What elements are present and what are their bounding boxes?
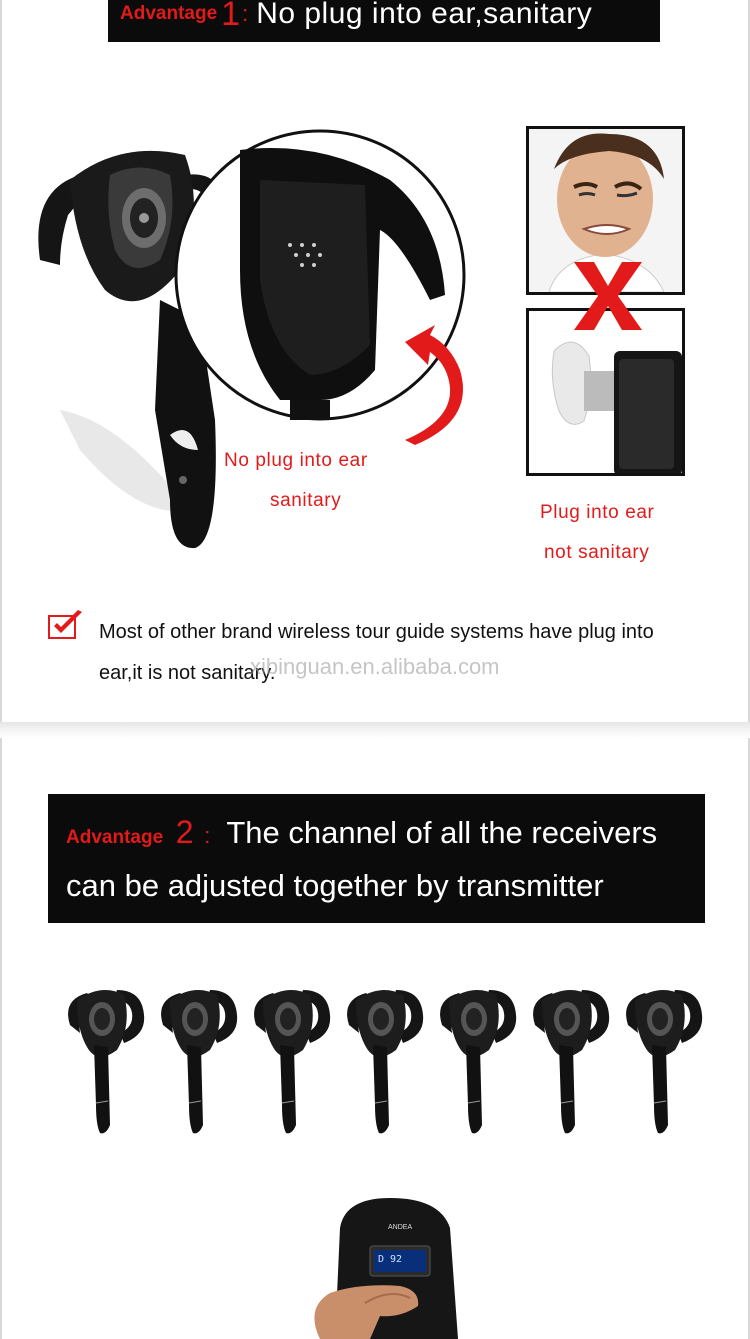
transmitter-image bbox=[290, 1198, 470, 1339]
advantage-2-title-line2: can be adjusted together by transmitter bbox=[66, 868, 604, 903]
transmitter-brand: ANDEA bbox=[388, 1224, 413, 1231]
advantage-2-banner bbox=[48, 794, 705, 923]
receiver-5 bbox=[440, 990, 516, 1133]
advantage-2-title-line1: The channel of all the receivers bbox=[226, 815, 658, 850]
receiver-3 bbox=[254, 990, 330, 1133]
advantage-1-banner bbox=[108, 0, 660, 42]
advantage-label: Advantage bbox=[66, 827, 164, 848]
check-icon bbox=[48, 610, 84, 640]
watermark: xibinguan.en.alibaba.com bbox=[250, 654, 500, 679]
receiver-7 bbox=[626, 990, 702, 1133]
headset-image bbox=[20, 120, 490, 560]
note-text: Most of other brand wireless tour guide systems have plug into ear,it is not sanitary. bbox=[99, 621, 654, 684]
advantage-colon: : bbox=[204, 823, 211, 848]
advantage-colon: : bbox=[242, 1, 249, 26]
advantage-2-line1 bbox=[66, 808, 687, 862]
good-caption-line2: sanitary bbox=[270, 490, 342, 511]
section-separator bbox=[0, 722, 750, 738]
receiver-2 bbox=[161, 990, 237, 1133]
advantage-label: Advantage bbox=[120, 3, 218, 24]
bad-caption-line2: not sanitary bbox=[544, 542, 650, 563]
cross-icon bbox=[570, 258, 646, 334]
bad-caption-line1: Plug into ear bbox=[540, 502, 655, 523]
receiver-4 bbox=[347, 990, 423, 1133]
receivers-row bbox=[62, 985, 712, 1145]
advantage-1-title: No plug into ear,sanitary bbox=[256, 0, 593, 30]
advantage-number: 1 bbox=[221, 0, 241, 33]
receiver-6 bbox=[533, 990, 609, 1133]
receiver-1 bbox=[68, 990, 144, 1133]
good-caption-line1: No plug into ear bbox=[224, 450, 368, 471]
advantage-number: 2 bbox=[175, 814, 194, 850]
transmitter-screen-text: D 92 bbox=[378, 1254, 403, 1265]
